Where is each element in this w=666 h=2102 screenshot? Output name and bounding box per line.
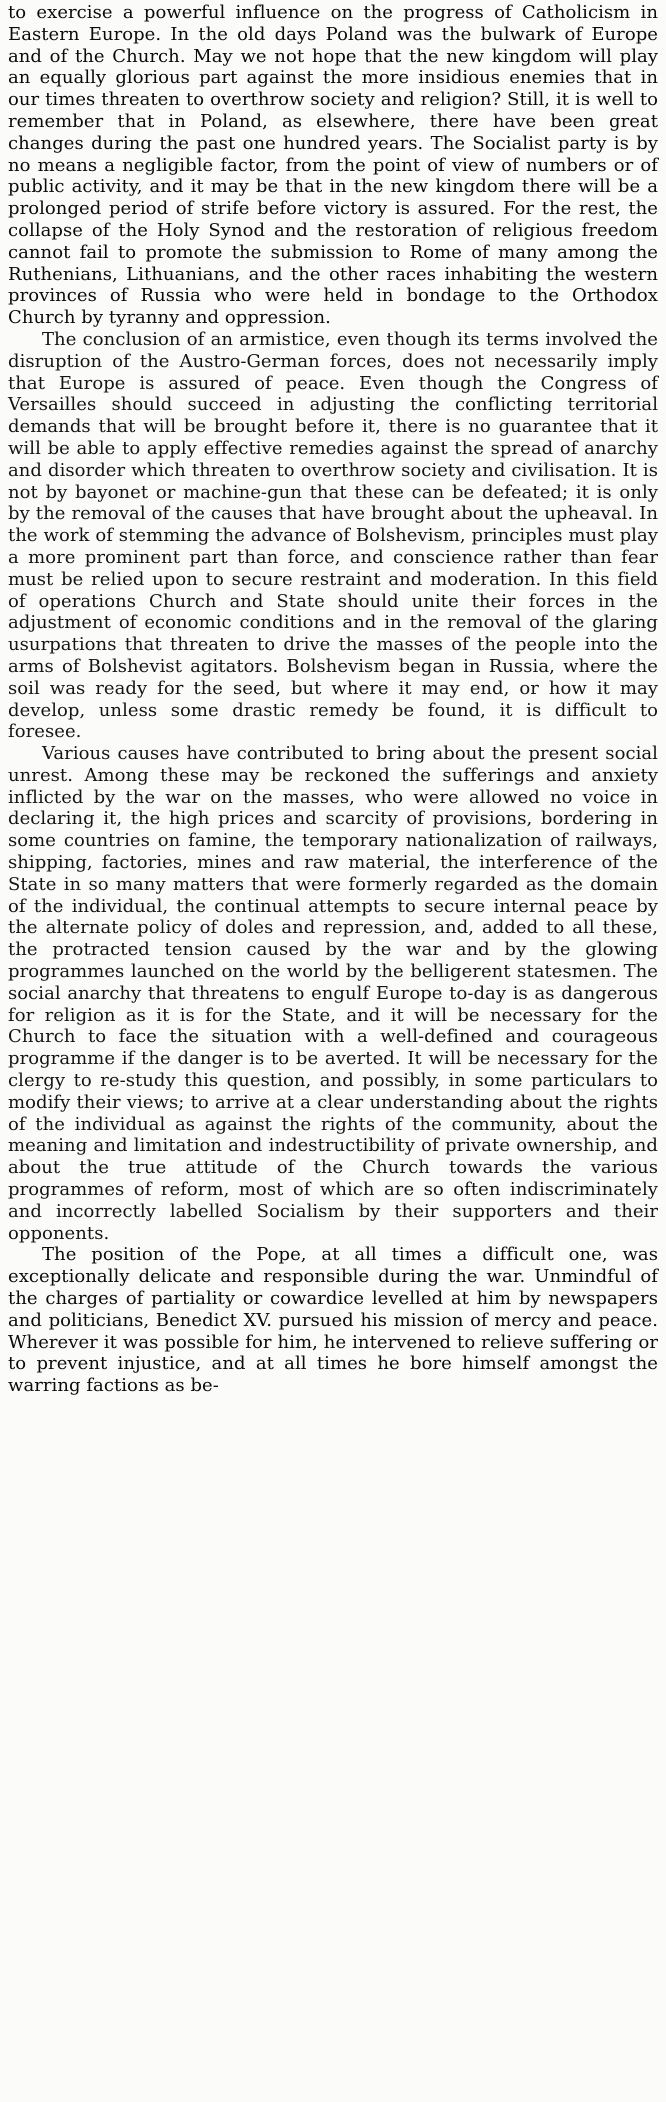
paragraph-pope: The position of the Pope, at all times a difficult one, was exceptionally delicate and responsible during the war. Unmindful of the charges of partiality or cowardice levelled at him by newspapers and politicians, Benedict XV. pursued his mission of mercy and peace. Wherever it was possible for him, he intervened to relieve suffering or to prevent injustice, and at all times he bore himself amongst the warring factions as be- <box>8 1244 658 1397</box>
paragraph-armistice: The conclusion of an armistice, even though its terms involved the disruption of the Austro-German forces, does not necessarily imply that Europe is assured of peace. Even though the Congress of Versailles should succeed in adjusting the conflicting territorial demands that will be brought before it, there is no guarantee that it will be able to apply effective remedies against the spread of anarchy and disorder which threaten to overthrow society and civilisation. It is not by bayonet or machine-gun that these can be defeated; it is only by the removal of the causes that have brought about the upheaval. In the work of stemming the advance of Bolshevism, principles must play a more prominent part than force, and conscience rather than fear must be relied upon to secure restraint and moderation. In this field of operations Church and State should unite their forces in the adjustment of economic conditions and in the removal of the glaring usurpations that threaten to drive the masses of the people into the arms of Bolshevist agitators. Bolshevism began in Russia, where the soil was ready for the seed, but where it may end, or how it may develop, unless some drastic remedy be found, it is difficult to foresee. <box>8 328 658 743</box>
paragraph-social-unrest: Various causes have contributed to bring about the present social unrest. Among these may be reckoned the sufferings and anxiety inflicted by the war on the masses, who were allowed no voice in declaring it, the high prices and scarcity of provisions, bordering in some countries on famine, the temporary nationalization of railways, shipping, factories, mines and raw material, the interference of the State in so many matters that were formerly regarded as the domain of the individual, the continual attempts to secure internal peace by the alternate policy of doles and repression, and, added to all these, the protracted tension caused by the war and by the glowing programmes launched on the world by the belligerent statesmen. The social anarchy that threatens to engulf Europe to-day is as dangerous for religion as it is for the State, and it will be necessary for the Church to face the situation with a well-defined and courageous programme if the danger is to be averted. It will be necessary for the clergy to re-study this question, and possibly, in some particulars to modify their views; to arrive at a clear understanding about the rights of the individual as against the rights of the community, about the meaning and limitation and indestructibility of private ownership, and about the true attitude of the Church towards the various programmes of reform, most of which are so often indiscriminately and incorrectly labelled Socialism by their supporters and their opponents. <box>8 743 658 1244</box>
paragraph-poland: to exercise a powerful influence on the progress of Catholicism in Eastern Europe. In the old days Poland was the bulwark of Europe and of the Church. May we not hope that the new kingdom will play an equally glorious part against the more insidious enemies that in our times threaten to overthrow society and religion? Still, it is well to remember that in Poland, as elsewhere, there have been great changes during the past one hundred years. The Socialist party is by no means a negligible factor, from the point of view of numbers or of public activity, and it may be that in the new kingdom there will be a prolonged period of strife before victory is assured. For the rest, the collapse of the Holy Synod and the restoration of religious freedom cannot fail to promote the submission to Rome of many among the Ruthenians, Lithuanians, and the other races inhabiting the western provinces of Russia who were held in bondage to the Orthodox Church by tyranny and oppression. <box>8 2 658 329</box>
